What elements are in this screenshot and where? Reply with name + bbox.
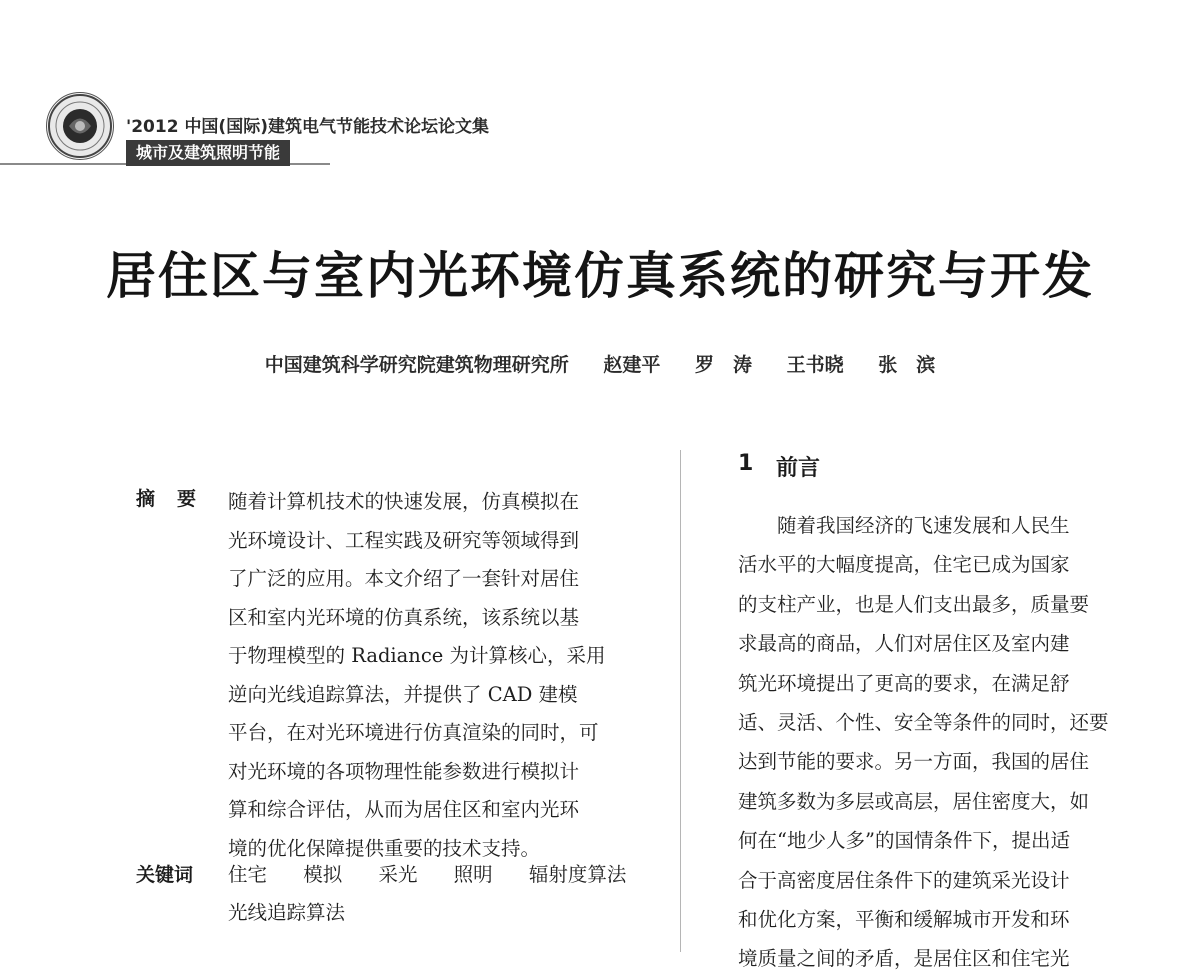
body-line: 达到节能的要求。另一方面，我国的居住 xyxy=(738,750,1090,774)
section-tag: 城市及建筑照明节能 xyxy=(126,140,290,166)
conference-logo xyxy=(46,92,114,160)
abstract-line: 区和室内光环境的仿真系统，该系统以基 xyxy=(228,605,580,629)
keyword: 照明 xyxy=(453,863,493,886)
body-line: 活水平的大幅度提高，住宅已成为国家 xyxy=(738,553,1070,577)
body-line: 和优化方案，平衡和缓解城市开发和环 xyxy=(738,907,1070,931)
author: 王书晓 xyxy=(786,354,844,376)
body-line: 何在“地少人多”的国情条件下，提出适 xyxy=(738,829,1070,853)
author-line xyxy=(0,350,1200,377)
abstract-line: 逆向光线追踪算法，并提供了 CAD 建模 xyxy=(228,682,578,706)
body-line: 随着我国经济的飞速发展和人民生 xyxy=(738,514,1070,537)
section-heading: 前言 xyxy=(776,456,821,481)
keyword: 模拟 xyxy=(303,863,343,886)
body-line: 适、灵活、个性、安全等条件的同时，还要 xyxy=(738,710,1109,734)
abstract-line: 境的优化保障提供重要的技术支持。 xyxy=(228,836,541,860)
body-line: 境质量之间的矛盾，是居住区和住宅光 xyxy=(738,947,1070,971)
body-line: 的支柱产业，也是人们支出最多，质量要 xyxy=(738,592,1090,616)
keywords-list xyxy=(228,856,648,932)
keyword: 住宅 xyxy=(228,863,268,886)
keyword: 光线追踪算法 xyxy=(228,901,346,924)
author: 罗 涛 xyxy=(694,354,752,376)
abstract-line: 光环境设计、工程实践及研究等领域得到 xyxy=(228,528,580,552)
keyword: 辐射度算法 xyxy=(528,863,627,886)
keywords-label: 关键词 xyxy=(136,864,194,886)
author: 张 滨 xyxy=(878,354,936,376)
affiliation: 中国建筑科学研究院建筑物理研究所 xyxy=(264,354,569,376)
body-line: 建筑多数为多层或高层，居住密度大，如 xyxy=(738,789,1090,813)
section-body xyxy=(738,506,1128,979)
column-divider xyxy=(680,450,681,952)
body-line: 筑光环境提出了更高的要求，在满足舒 xyxy=(738,671,1070,695)
abstract-line: 算和综合评估，从而为居住区和室内光环 xyxy=(228,798,580,821)
keyword: 采光 xyxy=(378,863,418,886)
abstract-line: 平台，在对光环境进行仿真渲染的同时，可 xyxy=(228,721,599,744)
abstract-line: 了广泛的应用。本文介绍了一套针对居住 xyxy=(228,567,580,590)
proceedings-title: '2012 中国(国际)建筑电气节能技术论坛论文集 xyxy=(126,117,489,137)
abstract-line: 对光环境的各项物理性能参数进行模拟计 xyxy=(228,759,580,783)
section-number: 1 xyxy=(738,451,754,476)
paper-title: 居住区与室内光环境仿真系统的研究与开发 xyxy=(106,247,1094,305)
abstract-text xyxy=(228,483,628,868)
abstract-label: 摘要 xyxy=(136,488,219,510)
abstract-line: 于物理模型的 Radiance 为计算核心，采用 xyxy=(228,644,606,667)
abstract-line: 随着计算机技术的快速发展，仿真模拟在 xyxy=(228,490,580,513)
body-line: 求最高的商品，人们对居住区及室内建 xyxy=(738,632,1070,656)
author: 赵建平 xyxy=(603,354,661,376)
body-line: 合于高密度居住条件下的建筑采光设计 xyxy=(738,868,1070,892)
